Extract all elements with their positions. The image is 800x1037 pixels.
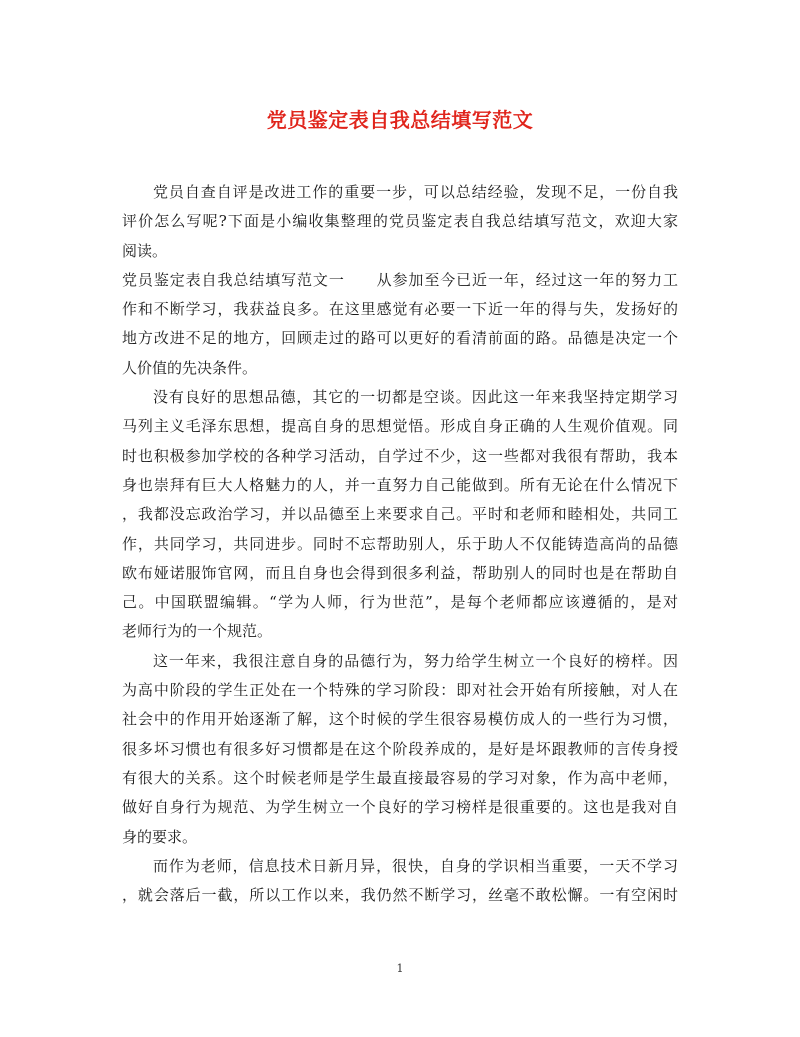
paragraph-line	[122, 178, 678, 207]
paragraph-line	[122, 881, 678, 910]
line-text: 地方改进不足的地方，回顾走过的路可以更好的看清前面的路。品德是决定一个	[122, 329, 678, 348]
line-text: 评价怎么写呢?下面是小编收集整理的党员鉴定表自我总结填写范文，欢迎大家	[122, 212, 678, 231]
paragraph-line	[122, 207, 678, 236]
line-text: 老师行为的一个规范。	[122, 622, 273, 641]
paragraph-line	[122, 383, 678, 412]
paragraph-line	[122, 823, 678, 852]
body-paragraph	[122, 178, 678, 266]
paragraph-line	[122, 266, 678, 295]
paragraph-line	[122, 324, 678, 353]
line-text: 没有良好的思想品德，其它的一切都是空谈。因此这一年来我坚持定期学习	[152, 388, 678, 407]
line-text: 这一年来，我很注意自身的品德行为，努力给学生树立一个良好的榜样。因	[152, 651, 678, 670]
line-text: 作，共同学习，共同进步。同时不忘帮助别人，乐于助人不仅能铸造高尚的品德	[122, 534, 678, 553]
line-text: 马列主义毛泽东思想，提高自身的思想觉悟。形成自身正确的人生观价值观。同	[122, 417, 678, 436]
line-text: 党员鉴定表自我总结填写范文一 从参加至今已近一年，经过这一年的努力工	[122, 270, 678, 289]
body-paragraph	[122, 383, 678, 647]
document-title: 党员鉴定表自我总结填写范文	[266, 108, 534, 132]
line-text: 党员自查自评是改进工作的重要一步，可以总结经验，发现不足，一份自我	[152, 183, 678, 201]
paragraph-line	[122, 442, 678, 471]
line-text: ，我都没忘政治学习，并以品德至上来要求自己。平时和老师和睦相处，共同工	[122, 505, 678, 524]
paragraph-line	[122, 705, 678, 734]
line-text: 有很大的关系。这个时候老师是学生最直接最容易的学习对象，作为高中老师，	[122, 768, 678, 787]
line-text: 时也积极参加学校的各种学习活动，自学过不少，这一些都对我很有帮助，我本	[122, 446, 678, 465]
paragraph-line	[122, 617, 678, 646]
body-paragraph	[122, 852, 678, 911]
body-paragraph	[122, 266, 678, 383]
page-number: 1	[396, 962, 404, 975]
paragraph-line	[122, 676, 678, 705]
line-text: 人价值的先决条件。	[122, 358, 258, 377]
line-text: ，就会落后一截，所以工作以来，我仍然不断学习，丝毫不敢松懈。一有空闲时	[122, 886, 678, 905]
paragraph-line	[122, 588, 678, 617]
paragraph-line	[122, 852, 678, 881]
line-text: 身的要求。	[122, 827, 198, 846]
paragraph-line	[122, 793, 678, 822]
line-text: 阅读。	[122, 241, 168, 260]
document-body	[122, 178, 678, 910]
paragraph-line	[122, 735, 678, 764]
line-text: 做好自身行为规范、为学生树立一个良好的学习榜样是很重要的。这也是我对自	[122, 798, 678, 817]
body-paragraph	[122, 647, 678, 852]
paragraph-line	[122, 237, 678, 266]
paragraph-line	[122, 412, 678, 441]
paragraph-line	[122, 471, 678, 500]
line-text: 身也崇拜有巨大人格魅力的人，并一直努力自己能做到。所有无论在什么情况下	[122, 475, 678, 494]
paragraph-line	[122, 530, 678, 559]
line-text: 很多坏习惯也有很多好习惯都是在这个阶段养成的，是好是坏跟教师的言传身授	[122, 739, 678, 758]
line-text: 为高中阶段的学生正处在一个特殊的学习阶段：即对社会开始有所接触，对人在	[122, 681, 678, 700]
line-text: 己。中国联盟编辑。“学为人师，行为世范”，是每个老师都应该遵循的，是对	[122, 593, 678, 612]
line-text: 而作为老师，信息技术日新月异，很快，自身的学识相当重要，一天不学习	[152, 856, 678, 875]
line-text: 作和不断学习，我获益良多。在这里感觉有必要一下近一年的得与失，发扬好的	[122, 300, 678, 319]
paragraph-line	[122, 354, 678, 383]
paragraph-line	[122, 295, 678, 324]
paragraph-line	[122, 559, 678, 588]
paragraph-line	[122, 500, 678, 529]
paragraph-line	[122, 647, 678, 676]
paragraph-line	[122, 764, 678, 793]
line-text: 社会中的作用开始逐渐了解，这个时候的学生很容易模仿成人的一些行为习惯，	[122, 710, 678, 729]
line-text: 欧布娅诺服饰官网，而且自身也会得到很多利益，帮助别人的同时也是在帮助自	[122, 563, 678, 582]
